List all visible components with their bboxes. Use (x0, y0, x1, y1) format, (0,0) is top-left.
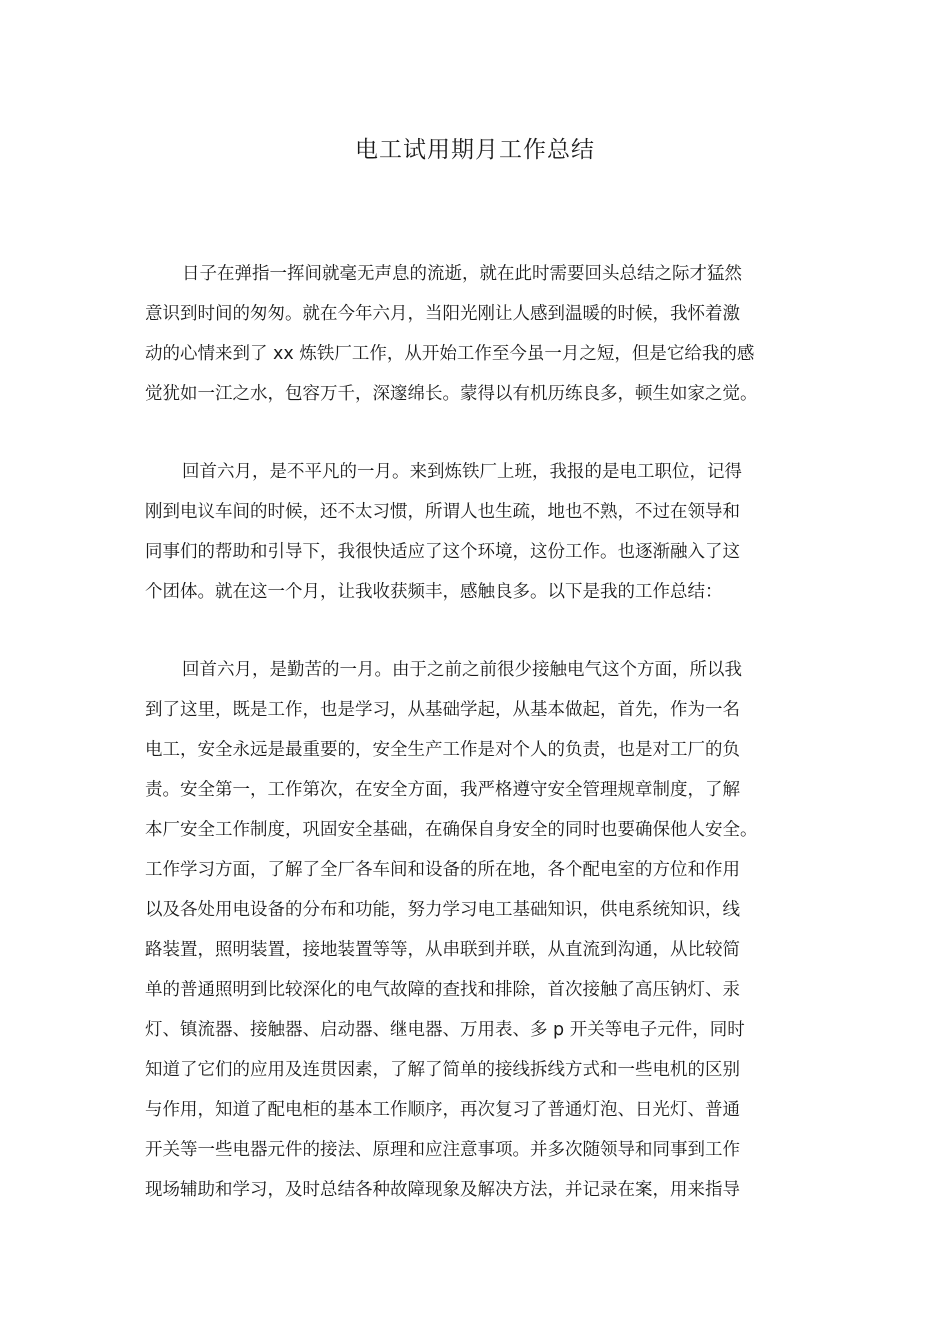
paragraph-3 (145, 650, 805, 1210)
paragraph-1 (145, 254, 805, 414)
paragraph-line: 灯、镇流器、接触器、启动器、继电器、万用表、多 p 开关等电子元件，同时 (145, 1020, 745, 1040)
paragraph-line: 回首六月，是勤苦的一月。由于之前之前很少接触电气这个方面，所以我 (182, 660, 742, 680)
paragraph-line: 动的心情来到了 xx 炼铁厂工作，从开始工作至今虽一月之短，但是它给我的感 (145, 344, 755, 364)
paragraph-line: 路装置，照明装置，接地装置等等，从串联到并联，从直流到沟通，从比较简 (145, 940, 740, 960)
paragraph-line: 本厂安全工作制度，巩固安全基础，在确保自身安全的同时也要确保他人安全。 (145, 820, 758, 840)
paragraph-line: 回首六月，是不平凡的一月。来到炼铁厂上班，我报的是电工职位，记得 (182, 462, 742, 482)
paragraph-line: 同事们的帮助和引导下，我很快适应了这个环境，这份工作。也逐渐融入了这 (145, 542, 740, 562)
paragraph-line: 工作学习方面，了解了全厂各车间和设备的所在地，各个配电室的方位和作用 (145, 860, 740, 880)
paragraph-line: 现场辅助和学习，及时总结各种故障现象及解决方法，并记录在案，用来指导 (145, 1180, 740, 1200)
paragraph-2 (145, 452, 805, 612)
paragraph-line: 个团体。就在这一个月，让我收获频丰，感触良多。以下是我的工作总结： (145, 582, 723, 602)
paragraph-line: 与作用，知道了配电柜的基本工作顺序，再次复习了普通灯泡、日光灯、普通 (145, 1100, 740, 1120)
document-title: 电工试用期月工作总结 (355, 137, 595, 163)
paragraph-line: 刚到电议车间的时候，还不太习惯，所谓人也生疏，地也不熟，不过在领导和 (145, 502, 740, 522)
paragraph-line: 觉犹如一江之水，包容万千，深邃绵长。蒙得以有机历练良多，顿生如家之觉。 (145, 384, 758, 404)
paragraph-line: 以及各处用电设备的分布和功能，努力学习电工基础知识，供电系统知识，线 (145, 900, 740, 920)
paragraph-line: 责。安全第一，工作第次，在安全方面，我严格遵守安全管理规章制度，了解 (145, 780, 740, 800)
paragraph-line: 开关等一些电器元件的接法、原理和应注意事项。并多次随领导和同事到工作 (145, 1140, 740, 1160)
paragraph-line: 意识到时间的匆匆。就在今年六月，当阳光刚让人感到温暖的时候，我怀着激 (145, 304, 740, 324)
paragraph-line: 到了这里，既是工作，也是学习，从基础学起，从基本做起，首先，作为一名 (145, 700, 740, 720)
paragraph-line: 日子在弹指一挥间就毫无声息的流逝，就在此时需要回头总结之际才猛然 (182, 264, 742, 284)
paragraph-line: 电工，安全永远是最重要的，安全生产工作是对个人的负责，也是对工厂的负 (145, 740, 740, 760)
paragraph-line: 知道了它们的应用及连贯因素，了解了简单的接线拆线方式和一些电机的区别 (145, 1060, 740, 1080)
paragraph-line: 单的普通照明到比较深化的电气故障的查找和排除，首次接触了高压钠灯、汞 (145, 980, 740, 1000)
